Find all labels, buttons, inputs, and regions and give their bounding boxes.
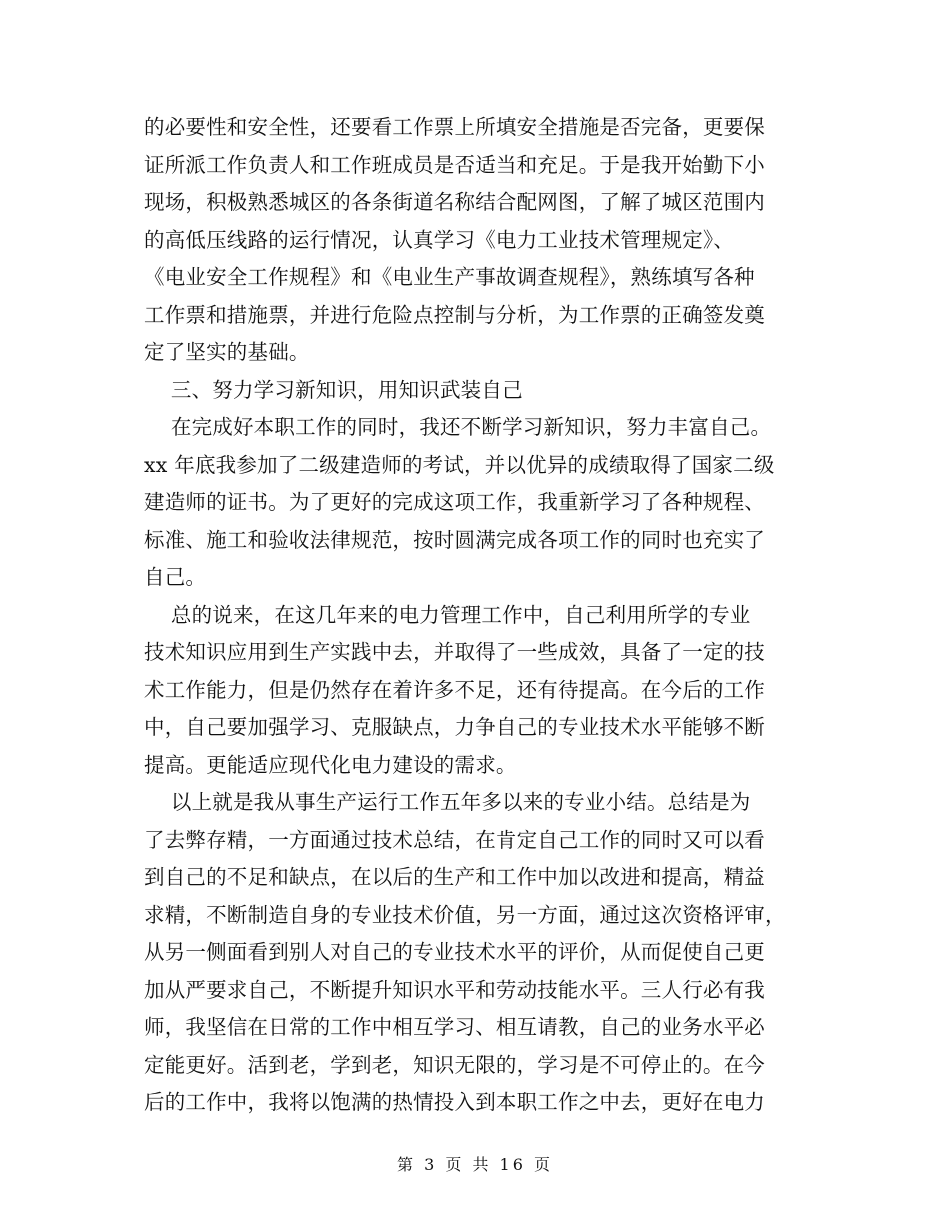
text-line: 现场，积极熟悉城区的各条街道名称结合配网图，了解了城区范围内 bbox=[144, 190, 765, 214]
text-line: 定能更好。活到老，学到老，知识无限的，学习是不可停止的。在今 bbox=[144, 1052, 765, 1077]
text-line: 到自己的不足和缺点，在以后的生产和工作中加以改进和提高，精益 bbox=[144, 865, 765, 889]
text-line: 的必要性和安全性，还要看工作票上所填安全措施是否完备，更要保 bbox=[144, 115, 765, 139]
text-line: 后的工作中，我将以饱满的热情投入到本职工作之中去，更好在电力 bbox=[144, 1090, 765, 1114]
text-line: 术工作能力，但是仍然存在着许多不足，还有待提高。在今后的工作 bbox=[144, 677, 765, 702]
text-line: 师，我坚信在日常的工作中相互学习、相互请教，自己的业务水平必 bbox=[144, 1015, 765, 1039]
text-line: 自己。 bbox=[144, 565, 207, 589]
text-line: 建造师的证书。为了更好的完成这项工作，我重新学习了各种规程、 bbox=[144, 490, 765, 514]
text-line: 标准、施工和验收法律规范，按时圆满完成各项工作的同时也充实了 bbox=[144, 527, 765, 552]
text-line: 证所派工作负责人和工作班成员是否适当和充足。于是我开始勤下小 bbox=[144, 152, 765, 177]
text-line: 总的说来，在这几年来的电力管理工作中，自己利用所学的专业 bbox=[144, 602, 751, 627]
section-heading: 三、努力学习新知识，用知识武装自己 bbox=[144, 377, 523, 402]
text-line: 加从严要求自己，不断提升知识水平和劳动技能水平。三人行必有我 bbox=[144, 977, 765, 1002]
text-line: 中，自己要加强学习、克服缺点，力争自己的专业技术水平能够不断 bbox=[144, 715, 765, 739]
text-line: 提高。更能适应现代化电力建设的需求。 bbox=[144, 752, 517, 777]
text-line: xx 年底我参加了二级建造师的考试，并以优异的成绩取得了国家二级 bbox=[144, 452, 775, 477]
body-text bbox=[144, 109, 824, 1122]
text-line: 从另一侧面看到别人对自己的专业技术水平的评价，从而促使自己更 bbox=[144, 940, 765, 964]
text-line: 求精，不断制造自身的专业技术价值，另一方面，通过这次资格评审， bbox=[144, 902, 786, 927]
text-line: 工作票和措施票，并进行危险点控制与分析，为工作票的正确签发奠 bbox=[144, 302, 765, 327]
page-footer: 第 3 页 共 16 页 bbox=[397, 1155, 553, 1174]
text-line: 以上就是我从事生产运行工作五年多以来的专业小结。总结是为 bbox=[144, 790, 751, 814]
text-line: 《电业安全工作规程》和《电业生产事故调查规程》，熟练填写各种 bbox=[144, 265, 755, 289]
text-line: 技术知识应用到生产实践中去，并取得了一些成效，具备了一定的技 bbox=[144, 640, 765, 664]
text-line: 的高低压线路的运行情况，认真学习《电力工业技术管理规定》、 bbox=[144, 227, 735, 252]
text-line: 定了坚实的基础。 bbox=[144, 340, 310, 364]
text-line: 在完成好本职工作的同时，我还不断学习新知识，努力丰富自己。 bbox=[144, 415, 772, 439]
text-line: 了去弊存精，一方面通过技术总结，在肯定自己工作的同时又可以看 bbox=[144, 827, 765, 852]
